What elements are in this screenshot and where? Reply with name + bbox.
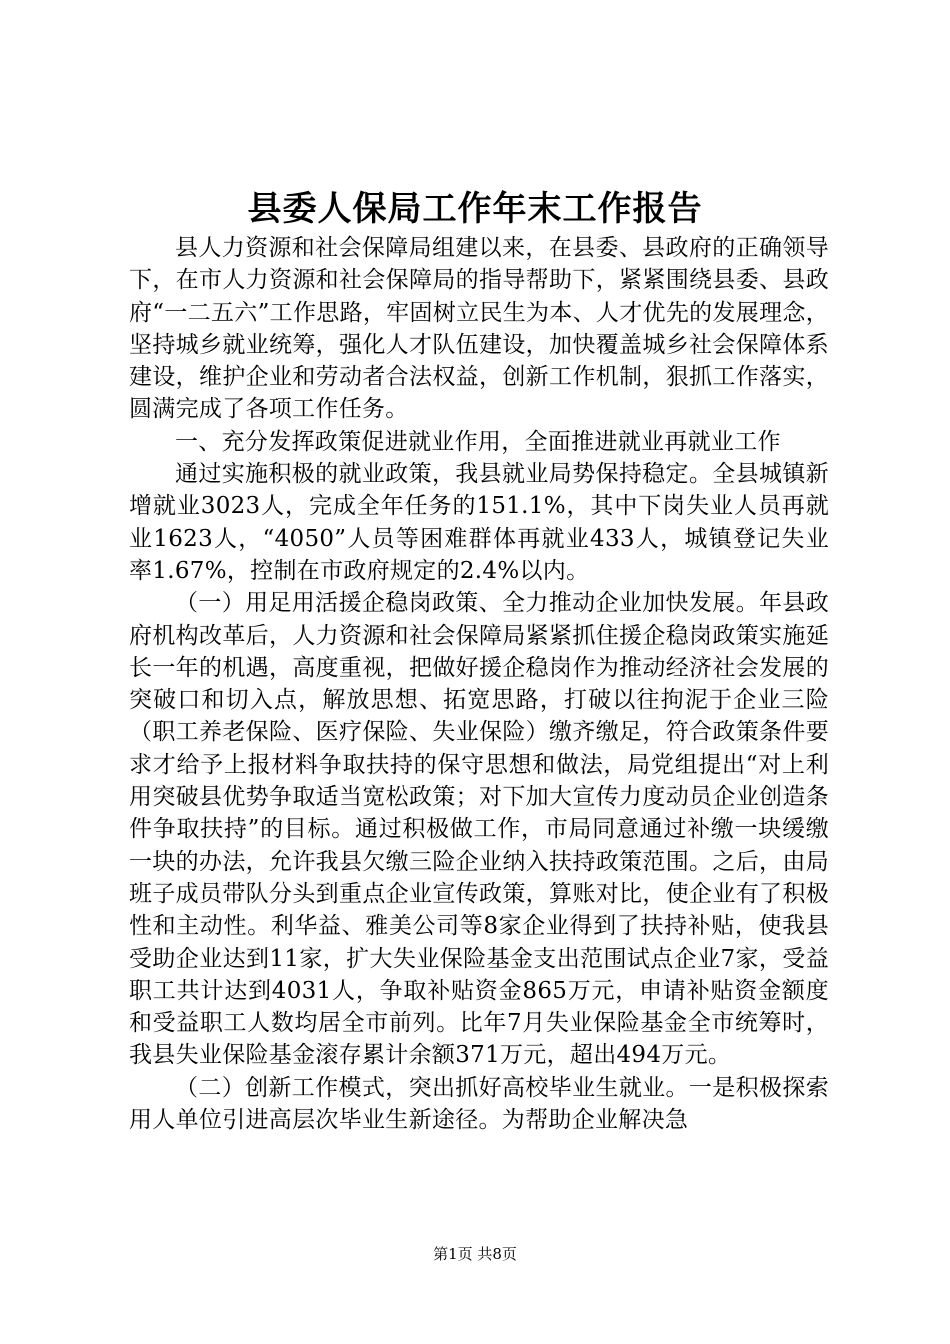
document-body	[129, 232, 829, 1136]
page-footer: 第1页 共8页	[433, 1245, 517, 1263]
paragraph-subsection-2: （二）创新工作模式，突出抓好高校毕业生就业。一是积极探索用人单位引进高层次毕业生新途径。为帮助企业解决急	[129, 1074, 829, 1134]
document-title: 县委人保局工作年末工作报告	[247, 189, 703, 229]
paragraph-employment-stats: 通过实施积极的就业政策，我县就业局势保持稳定。全县城镇新增就业3023人，完成全年任务的151.1%，其中下岗失业人员再就业1623人，“4050”人员等困难群体再就业433人，城镇登记失业率1.67%，控制在市政府规定的2.4%以内。	[129, 461, 829, 584]
paragraph-intro: 县人力资源和社会保障局组建以来，在县委、县政府的正确领导下，在市人力资源和社会保障局的指导帮助下，紧紧围绕县委、县政府“一二五六”工作思路，牢固树立民生为本、人才优先的发展理念，坚持城乡就业统筹，强化人才队伍建设，加快覆盖城乡社会保障体系建设，维护企业和劳动者合法权益，创新工作机制，狠抓工作落实，圆满完成了各项工作任务。	[129, 235, 829, 423]
paragraph-subsection-1: （一）用足用活援企稳岗政策、全力推动企业加快发展。年县政府机构改革后，人力资源和社会保障局紧紧抓住援企稳岗政策实施延长一年的机遇，高度重视，把做好援企稳岗作为推动经济社会发展的突破口和切入点，解放思想、拓宽思路，打破以往拘泥于企业三险（职工养老保险、医疗保险、失业保险）缴齐缴足，符合政策条件要求才给予上报材料争取扶持的保守思想和做法，局党组提出“对上利用突破县优势争取适当宽松政策；对下加大宣传力度动员企业创造条件争取扶持”的目标。通过积极做工作，市局同意通过补缴一块缓缴一块的办法，允许我县欠缴三险企业纳入扶持政策范围。之后，由局班子成员带队分头到重点企业宣传政策，算账对比，使企业有了积极性和主动性。利华益、雅美公司等8家企业得到了扶持补贴，使我县受助企业达到11家，扩大失业保险基金支出范围试点企业7家，受益职工共计达到4031人，争取补贴资金865万元，申请补贴资金额度和受益职工人数均居全市前列。比年7月失业保险基金全市统筹时，我县失业保险基金滚存累计余额371万元，超出494万元。	[129, 590, 829, 1069]
section-heading-1: 一、充分发挥政策促进就业作用，全面推进就业再就业工作	[175, 428, 781, 455]
